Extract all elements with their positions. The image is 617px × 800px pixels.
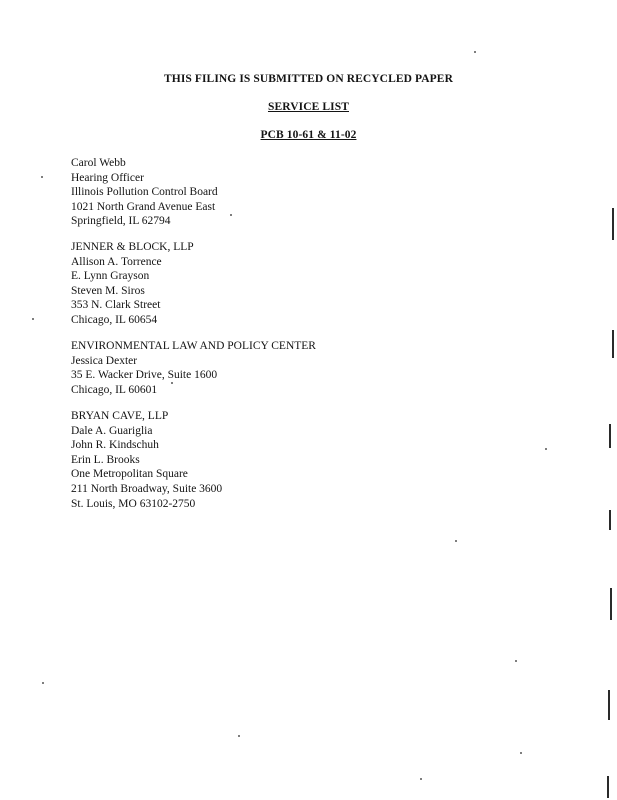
scan-margin-mark [612,208,614,240]
recipient-line: Steven M. Siros [71,284,145,297]
recipient-block-hearing-officer [71,156,511,229]
scan-speck [455,540,457,542]
recipient-line: 211 North Broadway, Suite 3600 [71,482,223,495]
scan-margin-mark [609,510,611,530]
recipient-line: E. Lynn Grayson [71,270,150,283]
scan-margin-mark [608,690,610,720]
scan-speck [230,214,232,216]
recipient-line: JENNER & BLOCK, LLP [71,241,194,253]
scan-speck [171,382,173,384]
scan-margin-mark [612,330,614,358]
recipient-line: Carol Webb [71,157,126,169]
recipient-line: Chicago, IL 60601 [71,383,158,396]
scan-speck [42,682,44,684]
scan-margin-mark [609,424,611,448]
scan-speck [545,448,547,450]
recipient-line: Hearing Officer [71,171,144,184]
service-list-heading: SERVICE LIST [267,101,349,113]
case-number-heading: PCB 10-61 & 11-02 [260,129,357,141]
scan-speck [515,660,517,662]
scan-speck [41,176,43,178]
scan-speck [520,752,522,754]
scan-margin-mark [610,588,612,620]
recipient-line: Dale A. Guariglia [71,424,153,437]
recipient-line: Erin L. Brooks [71,453,140,466]
scan-speck [474,51,476,53]
recipient-line: Jessica Dexter [71,354,138,367]
recipient-line: Allison A. Torrence [71,255,162,268]
recipient-line: Illinois Pollution Control Board [71,186,218,199]
filing-notice-heading: THIS FILING IS SUBMITTED ON RECYCLED PAPER [164,73,453,85]
scan-speck [32,318,34,320]
recipient-block-jenner-block [71,240,511,328]
scan-margin-mark [607,776,609,798]
recipient-line: John R. Kindschuh [71,439,159,452]
recipient-line: Springfield, IL 62794 [71,215,171,228]
recipient-line: ENVIRONMENTAL LAW AND POLICY CENTER [71,340,316,352]
scan-speck [238,735,240,737]
recipient-line: 1021 North Grand Avenue East [71,200,216,213]
recipient-block-bryan-cave [71,409,511,511]
recipient-line: BRYAN CAVE, LLP [71,410,169,422]
recipient-line: 353 N. Clark Street [71,299,161,312]
recipient-line: 35 E. Wacker Drive, Suite 1600 [71,369,218,382]
recipient-line: One Metropolitan Square [71,468,188,481]
recipient-line: St. Louis, MO 63102-2750 [71,497,196,510]
recipient-block-elpc [71,339,511,397]
recipient-line: Chicago, IL 60654 [71,313,158,326]
scan-speck [420,778,422,780]
